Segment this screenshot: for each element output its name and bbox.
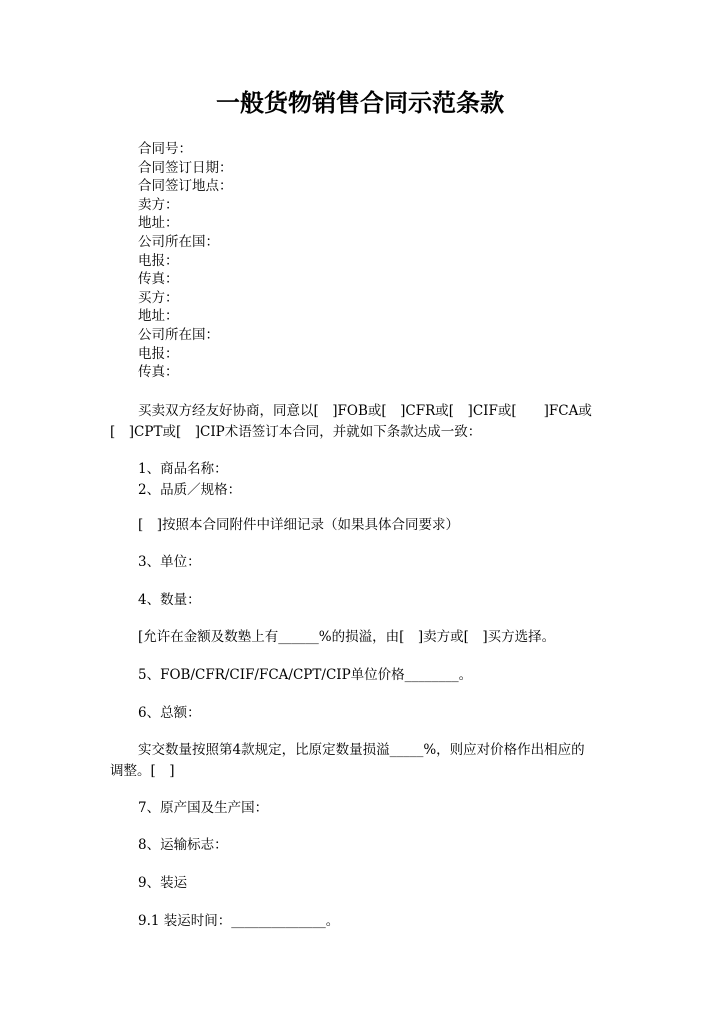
field-seller-telegram: 电报： [138,252,179,269]
contract-header-fields [138,140,618,382]
clause-5-block [110,665,608,686]
clause-4-quantity: 4、数量： [138,592,201,608]
field-contract-number: 合同号： [138,141,192,157]
field-seller-country: 公司所在国： [138,233,219,250]
clause-9-1-block [110,911,608,932]
field-seller-address: 地址： [138,215,179,232]
clause-2-quality-spec: 2、品质／规格： [138,482,242,498]
field-signing-date: 合同签订日期： [138,159,233,176]
field-signing-place: 合同签订地点： [138,178,233,195]
clause-9-1-shipment-time: 9.1 装运时间：______________。 [138,913,340,929]
clause-2-note-block [110,515,608,536]
field-buyer: 买方： [138,289,179,306]
clause-7-block [110,798,608,819]
field-buyer-address: 地址： [138,308,179,325]
clause-6-block [110,703,608,724]
clause-1-goods-name: 1、商品名称： [138,461,228,477]
clause-9-block [110,873,608,894]
clause-7-origin: 7、原产国及生产国： [138,800,269,816]
clause-5-unit-price: 5、FOB/CFR/CIF/FCA/CPT/CIP单位价格________。 [138,667,473,683]
clause-6-note-line-1: 实交数量按照第4款规定，比原定数量损溢_____%，则应对价格作出相应的 [138,742,585,758]
field-buyer-telegram: 电报： [138,345,179,362]
preamble-paragraph [110,401,608,443]
clause-6-total-amount: 6、总额： [138,705,201,721]
clause-2-note: [ ]按照本合同附件中详细记录（如果具体合同要求） [138,517,460,533]
preamble-line-2: [ ]CPT或[ ]CIP术语签订本合同，并就如下条款达成一致： [110,424,482,440]
clause-4-note: [允许在金额及数塾上有______%的损溢，由[ ]卖方或[ ]买方选择。 [138,629,556,645]
clause-9-shipment: 9、装运 [138,875,188,891]
clause-4-note-block [110,627,608,648]
clause-4-block [110,590,608,611]
document-title: 一般货物销售合同示范条款 [216,89,504,117]
preamble-line-1: 买卖双方经友好协商，同意以[ ]FOB或[ ]CFR或[ ]CIF或[ ]FCA或 [138,403,592,419]
clause-3-block [110,552,608,573]
clause-8-block [110,835,608,856]
field-buyer-country: 公司所在国： [138,326,219,343]
field-buyer-fax: 传真： [138,364,179,381]
clause-6-note-paragraph [110,740,608,782]
clause-3-unit: 3、单位： [138,554,201,570]
clause-8-shipping-marks: 8、运输标志： [138,837,228,853]
clause-1-2-block [110,459,608,501]
field-seller: 卖方： [138,196,179,213]
field-seller-fax: 传真： [138,271,179,288]
clause-6-note-line-2: 调整。[ ] [110,763,175,779]
